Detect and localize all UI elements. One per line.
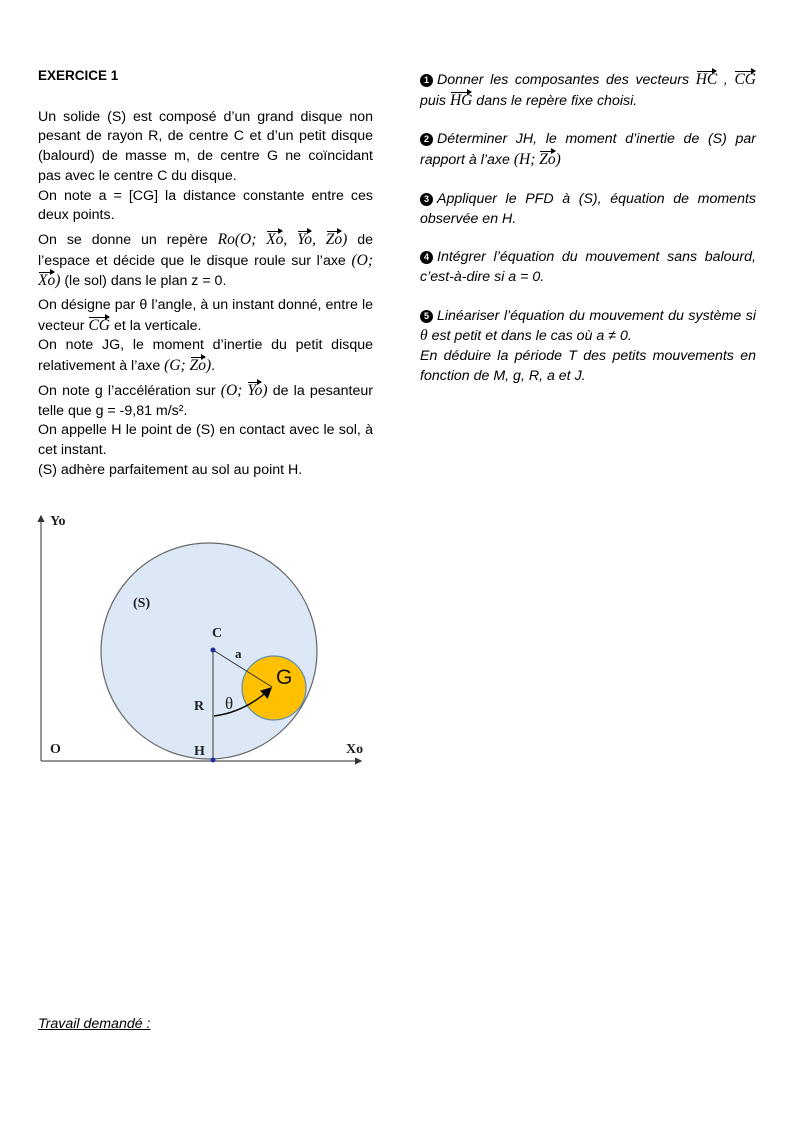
- vec-cg: CG: [88, 316, 111, 334]
- text: On note JG, le moment d’inertie du petit disque relativement à l’axe: [38, 337, 373, 375]
- question-3: [420, 190, 756, 229]
- text: dans le repère fixe choisi.: [472, 92, 638, 109]
- point-c: [211, 648, 216, 653]
- text: Donner les composantes des vecteurs: [437, 72, 696, 88]
- question-2: [420, 130, 756, 170]
- label-theta: θ: [225, 694, 234, 713]
- text: ,: [717, 72, 735, 88]
- text: et la verticale.: [110, 317, 202, 334]
- questions-list: [420, 70, 756, 405]
- paragraph-gravity: [38, 381, 373, 421]
- text: Déterminer JH, le moment d’inertie de (S) par rapport à l’axe: [420, 131, 756, 169]
- paragraph-frame: [38, 230, 373, 292]
- text: .: [211, 358, 216, 375]
- vec-xo: Xo: [266, 230, 284, 248]
- exercise-title: EXERCICE 1: [38, 68, 119, 83]
- vec-yo: Yo: [297, 230, 313, 248]
- text: est petit et dans le cas où a ≠ 0.: [427, 328, 632, 345]
- text: puis: [420, 92, 450, 109]
- text: (le sol) dans le plan z = 0.: [60, 273, 227, 290]
- axis-formula: (O; Xo): [38, 251, 373, 290]
- text: de l’espace et décide que le disque roule sur l’axe: [38, 231, 373, 269]
- text: On note g l’accélération sur: [38, 382, 221, 399]
- label-r: R: [194, 699, 205, 714]
- vec-yo: Yo: [247, 381, 263, 399]
- paragraph-angle: [38, 296, 373, 336]
- text: Linéariser l’équation du mouvement du système si: [437, 307, 756, 324]
- question-5-deduce: En déduire la période T des petits mouvements en fonction de M, g, R, a et J.: [420, 348, 756, 384]
- rolling-disc-diagram: [30, 505, 380, 775]
- vec-hc: HC: [695, 71, 718, 88]
- paragraph-solid: Un solide (S) est composé d’un grand disque non pesant de rayon R, de centre C et d’un petit disque (balourd) de masse m, de centre G ne coïncidant pas avec le centre C du disque.: [38, 108, 373, 184]
- text: On se donne un repère: [38, 231, 218, 248]
- small-disc: [242, 656, 306, 720]
- axis-o-yo: (O; Yo): [220, 381, 268, 399]
- frame-formula: Ro(O; Xo, Yo, Zo): [217, 230, 348, 248]
- label-a: a: [235, 646, 242, 661]
- label-solid: (S): [133, 596, 151, 611]
- vec-zo: Zo: [325, 230, 343, 248]
- axis-h-zo: (H; Zo): [513, 151, 561, 169]
- label-origin: O: [50, 742, 61, 757]
- label-h: H: [194, 744, 205, 759]
- vec-zo: Zo: [539, 151, 556, 169]
- text: Appliquer le PFD à (S), équation de moments observée en H.: [420, 190, 756, 227]
- big-disc: [101, 543, 317, 759]
- text: de la pesanteur telle que g = -9,81 m/s².: [38, 382, 373, 419]
- paragraph-inertia: [38, 336, 373, 376]
- paragraph-adherence: (S) adhère parfaitement au sol au point H.: [38, 461, 303, 478]
- vec-hg: HG: [449, 91, 473, 109]
- exercise-statement: [38, 66, 373, 480]
- vec-cg: CG: [734, 71, 756, 88]
- question-number-3: 3: [420, 193, 433, 206]
- text: Intégrer l’équation du mouvement sans balourd, c’est-à-dire si a = 0.: [420, 249, 756, 285]
- question-number-1: 1: [420, 74, 433, 87]
- paragraph-contact: On appelle H le point de (S) en contact avec le sol, à cet instant.: [38, 422, 373, 458]
- vec-xo: Xo: [38, 272, 56, 290]
- label-g: G: [276, 666, 293, 689]
- text: On désigne par θ l’angle, à un instant donné, entre le vecteur: [38, 297, 373, 334]
- label-c: C: [212, 626, 223, 641]
- question-number-4: 4: [420, 251, 433, 264]
- axis-g-zo: (G; Zo): [164, 357, 212, 375]
- question-number-5: 5: [420, 310, 433, 323]
- paragraph-distance: On note a = [CG] la distance constante entre ces deux points.: [38, 187, 373, 224]
- question-4: [420, 248, 756, 287]
- question-1: [420, 70, 756, 111]
- vec-zo: Zo: [189, 357, 206, 375]
- label-yo: Yo: [50, 514, 66, 529]
- point-h: [211, 758, 216, 763]
- question-number-2: 2: [420, 133, 433, 146]
- question-5: [420, 307, 756, 347]
- label-xo: Xo: [346, 742, 364, 757]
- travail-demande-heading: Travail demandé :: [38, 1016, 151, 1032]
- theta-symbol: θ: [420, 327, 428, 345]
